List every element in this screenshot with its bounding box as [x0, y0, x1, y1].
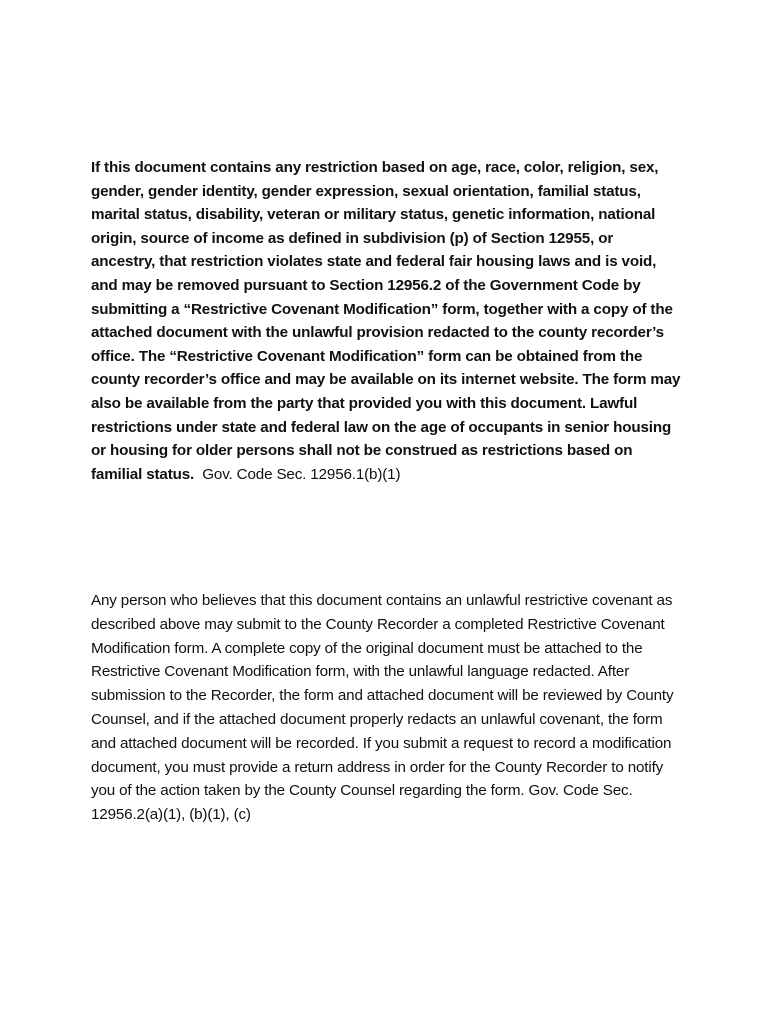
- restriction-notice-citation: Gov. Code Sec. 12956.1(b)(1): [202, 465, 401, 483]
- modification-instructions-paragraph: Any person who believes that this document contains an unlawful restrictive covenant as described above may submit to the County Recorder a completed Restrictive Covenant Modification form. A complete copy of the original document must be attached to the Restrictive Covenant Modification form, with the unlawful language redacted. After submission to the Recorder, the form and attached document will be reviewed by County Counsel, and if the attached document properly redacts an unlawful covenant, the form and attached document will be recorded. If you submit a request to record a modification document, you must provide a return address in order for the County Recorder to notify you of the action taken by the County Counsel regarding the form. Gov. Code Sec. 12956.2(a)(1), (b)(1), (c): [91, 592, 674, 824]
- restriction-notice-paragraph: [91, 156, 681, 486]
- restriction-notice-text: If this document contains any restriction based on age, race, color, religion, sex, gender, gender identity, gender expression, sexual orientation, familial status, marital status, disability, veteran or military status, genetic information, national origin, source of income as defined in subdivision (p) of Section 12955, or ancestry, that restriction violates state and federal fair housing laws and is void, and may be removed pursuant to Section 12956.2 of the Government Code by submitting a “Restrictive Covenant Modification” form, together with a copy of the attached document with the unlawful provision redacted to the county recorder’s office. The “Restrictive Covenant Modification” form can be obtained from the county recorder’s office and may be available on its internet website. The form may also be available from the party that provided you with this document. Lawful restrictions under state and federal law on the age of occupants in senior housing or housing for older persons shall not be construed as restrictions based on familial status.: [91, 159, 681, 483]
